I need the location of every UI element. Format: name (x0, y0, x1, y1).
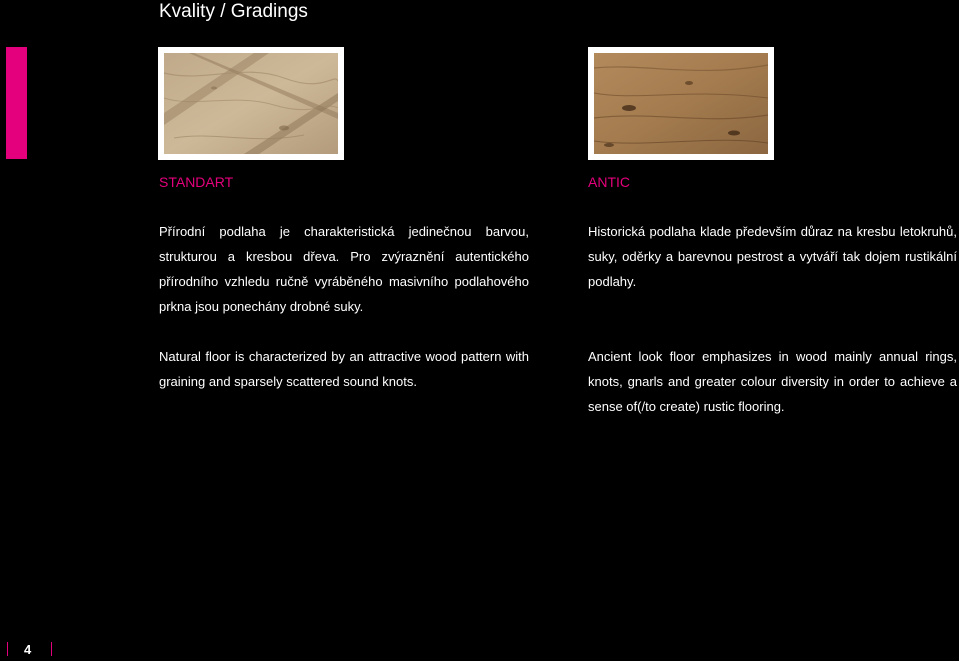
antic-heading: ANTIC (588, 174, 630, 190)
footer-divider-left (7, 642, 8, 656)
antic-sample-image (588, 47, 774, 160)
antic-text-cz: Historická podlaha klade především důraz na kresbu letokruhů, suky, oděrky a barevnou pestrost a vytváří tak dojem rustikální podlahy. (588, 224, 957, 289)
antic-text-en: Ancient look floor emphasizes in wood mainly annual rings, knots, gnarls and greater colour diversity in order to achieve a sense of(/to create) rustic flooring. (588, 349, 957, 414)
standart-heading: STANDART (159, 174, 234, 190)
standart-sample-image (158, 47, 344, 160)
standart-text-cz: Přírodní podlaha je charakteristická jedinečnou barvou, strukturou a kresbou dřeva. Pro zvýraznění autentického přírodního vzhledu ručně vyráběného masivního podlahového prkna jsou ponechány drobné suky. (159, 224, 529, 314)
page-number: 4 (24, 642, 32, 657)
footer-divider-right (51, 642, 52, 656)
accent-bar (6, 47, 27, 159)
standart-text-en: Natural floor is characterized by an attractive wood pattern with graining and sparsely scattered sound knots. (159, 349, 529, 389)
page-title: Kvality / Gradings (159, 1, 308, 22)
